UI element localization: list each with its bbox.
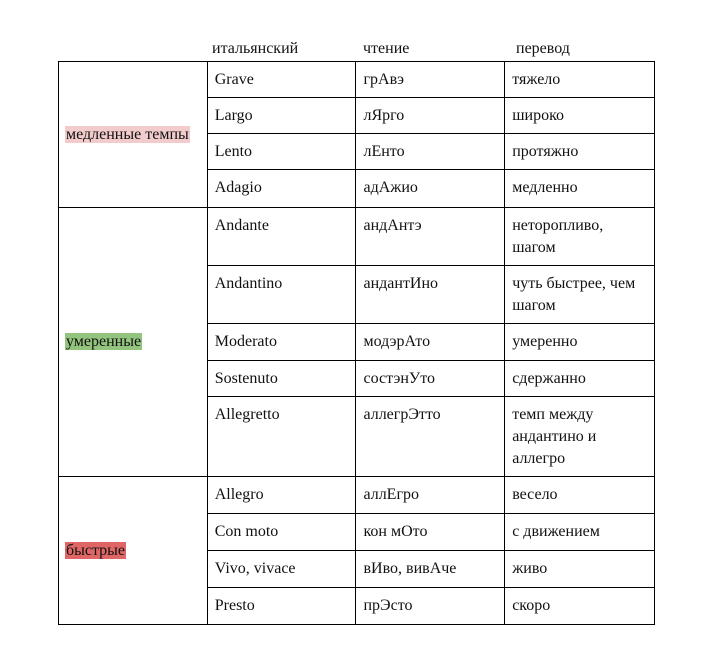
group-label-slow: медленные темпы — [66, 125, 189, 143]
reading: андАнтэ — [356, 208, 505, 266]
reading: состэнУто — [356, 361, 505, 397]
translation: чуть быстрее, чем шагом — [505, 266, 655, 324]
translation: весело — [505, 477, 655, 514]
reading: лЯрго — [356, 98, 505, 134]
italian-term: Largo — [207, 98, 356, 134]
reading: кон мОто — [356, 514, 505, 551]
reading: грАвэ — [356, 62, 505, 98]
italian-term: Allegretto — [207, 397, 356, 477]
header-translation: перевод — [516, 40, 570, 57]
translation: темп между андантино и аллегро — [505, 397, 655, 477]
italian-term: Lento — [207, 134, 356, 170]
translation: с движением — [505, 514, 655, 551]
reading: адАжио — [356, 170, 505, 208]
tempo-table — [58, 61, 655, 625]
italian-term: Andantino — [207, 266, 356, 324]
table-row — [59, 477, 655, 514]
reading: лЕнто — [356, 134, 505, 170]
translation: живо — [505, 551, 655, 588]
italian-term: Sostenuto — [207, 361, 356, 397]
reading: прЭсто — [356, 588, 505, 625]
header-reading: чтение — [363, 40, 410, 57]
group-label-moderate: умеренные — [66, 333, 142, 350]
column-headers — [0, 39, 720, 59]
group-cell-slow — [59, 62, 208, 208]
reading: модэрАто — [356, 324, 505, 361]
reading: вИво, вивАче — [356, 551, 505, 588]
italian-term: Allegro — [207, 477, 356, 514]
header-italian: итальянский — [212, 40, 299, 57]
group-cell-fast — [59, 477, 208, 625]
group-label-fast: быстрые — [66, 541, 126, 559]
reading: аллегрЭтто — [356, 397, 505, 477]
italian-term: Adagio — [207, 170, 356, 208]
italian-term: Moderato — [207, 324, 356, 361]
italian-term: Presto — [207, 588, 356, 625]
translation: неторопливо, шагом — [505, 208, 655, 266]
italian-term: Vivo, vivace — [207, 551, 356, 588]
translation: протяжно — [505, 134, 655, 170]
translation: широко — [505, 98, 655, 134]
table-row — [59, 208, 655, 266]
translation: тяжело — [505, 62, 655, 98]
group-cell-moderate — [59, 208, 208, 477]
reading: андантИно — [356, 266, 505, 324]
translation: сдержанно — [505, 361, 655, 397]
italian-term: Andante — [207, 208, 356, 266]
translation: умеренно — [505, 324, 655, 361]
translation: скоро — [505, 588, 655, 625]
italian-term: Grave — [207, 62, 356, 98]
italian-term: Con moto — [207, 514, 356, 551]
reading: аллЕгро — [356, 477, 505, 514]
translation: медленно — [505, 170, 655, 208]
table-row — [59, 62, 655, 98]
